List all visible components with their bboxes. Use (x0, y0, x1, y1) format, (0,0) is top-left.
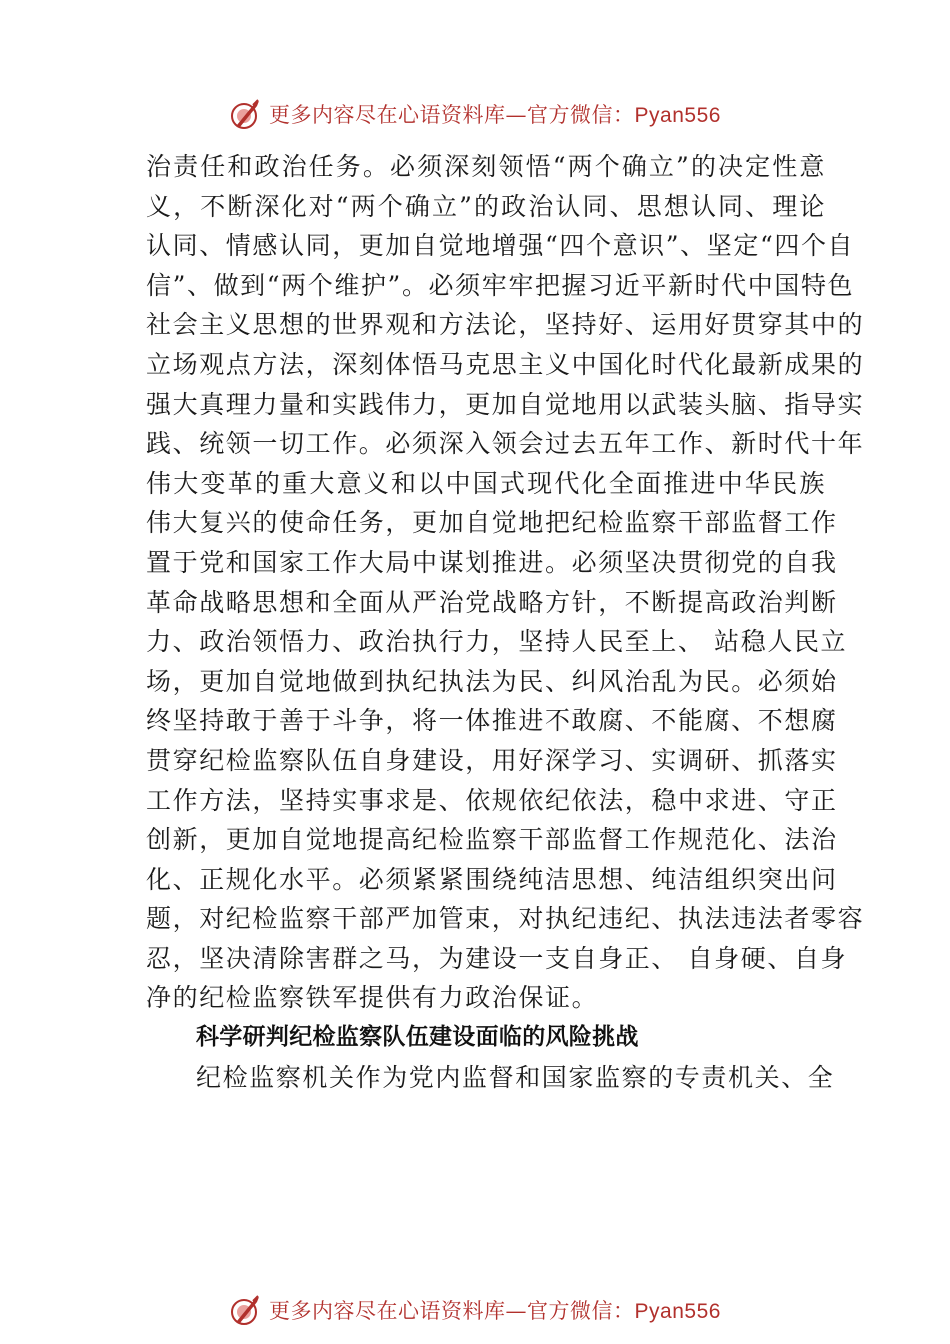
paragraph (146, 147, 865, 1018)
text-line: 化、正规化水平。必须紧紧围绕纯洁思想、纯洁组织突出问 (146, 864, 838, 894)
text-line: 践、统领一切工作。必须深入领会过去五年工作、新时代十年 (146, 429, 865, 459)
text-line: 伟大变革的重大意义和以中国式现代化全面推进中华民族 (146, 468, 826, 498)
quill-pen-seal-icon (229, 97, 263, 131)
text-line: 伟大复兴的使命任务，更加自觉地把纪检监察干部监督工作 (146, 508, 838, 538)
text-line: 强大真理力量和实践伟力，更加自觉地用以武装头脑、指导实 (146, 389, 865, 419)
text-line: 革命战略思想和全面从严治党战略方针，不断提高政治判断 (146, 587, 838, 617)
text-line: 场，更加自觉地做到执纪执法为民、纠风治乱为民。必须始 (146, 666, 838, 696)
text-line: 义，不断深化对“两个确立”的政治认同、思想认同、理论 (146, 191, 826, 221)
text-line: 题，对纪检监察干部严加管束，对执纪违纪、执法违法者零容 (146, 904, 865, 934)
text-line: 力、政治领悟力、政治执行力，坚持人民至上、 站稳人民立 (146, 627, 848, 657)
text-line: 创新，更加自觉地提高纪检监察干部监督工作规范化、法治 (146, 825, 838, 855)
quill-pen-seal-icon (229, 1293, 263, 1327)
text-line: 认同、情感认同，更加自觉地增强“四个意识”、坚定“四个自 (146, 231, 855, 261)
wechat-id: Pyan556 (634, 104, 721, 127)
document-body (146, 147, 865, 1097)
text-line: 终坚持敢于善于斗争，将一体推进不敢腐、不能腐、不想腐 (146, 706, 838, 736)
text-line: 工作方法，坚持实事求是、依规依纪依法，稳中求进、守正 (146, 785, 838, 815)
footer-banner (0, 1290, 950, 1330)
text-line: 净的纪检监察铁军提供有力政治保证。 (146, 983, 599, 1013)
section-heading: 科学研判纪检监察队伍建设面临的风险挑战 (196, 1024, 639, 1051)
text-line: 社会主义思想的世界观和方法论，坚持好、运用好贯穿其中的 (146, 310, 865, 340)
text-line: 贯穿纪检监察队伍自身建设，用好深学习、实调研、抓落实 (146, 745, 838, 775)
text-line: 信”、做到“两个维护”。必须牢牢把握习近平新时代中国特色 (146, 270, 855, 300)
text-line: 置于党和国家工作大局中谋划推进。必须坚决贯彻党的自我 (146, 547, 838, 577)
banner-text: 更多内容尽在心语资料库—官方微信：Pyan556 (269, 1299, 721, 1323)
header-banner (0, 94, 950, 134)
text-line: 立场观点方法，深刻体悟马克思主义中国化时代化最新成果的 (146, 349, 865, 379)
paragraph-start-line: 纪检监察机关作为党内监督和国家监察的专责机关、全 (196, 1062, 835, 1092)
text-line: 忍，坚决清除害群之马，为建设一支自身正、 自身硬、自身 (146, 943, 848, 973)
text-line: 治责任和政治任务。必须深刻领悟“两个确立”的决定性意 (146, 152, 826, 181)
wechat-id: Pyan556 (634, 1300, 721, 1323)
banner-text: 更多内容尽在心语资料库—官方微信：Pyan556 (269, 103, 721, 127)
